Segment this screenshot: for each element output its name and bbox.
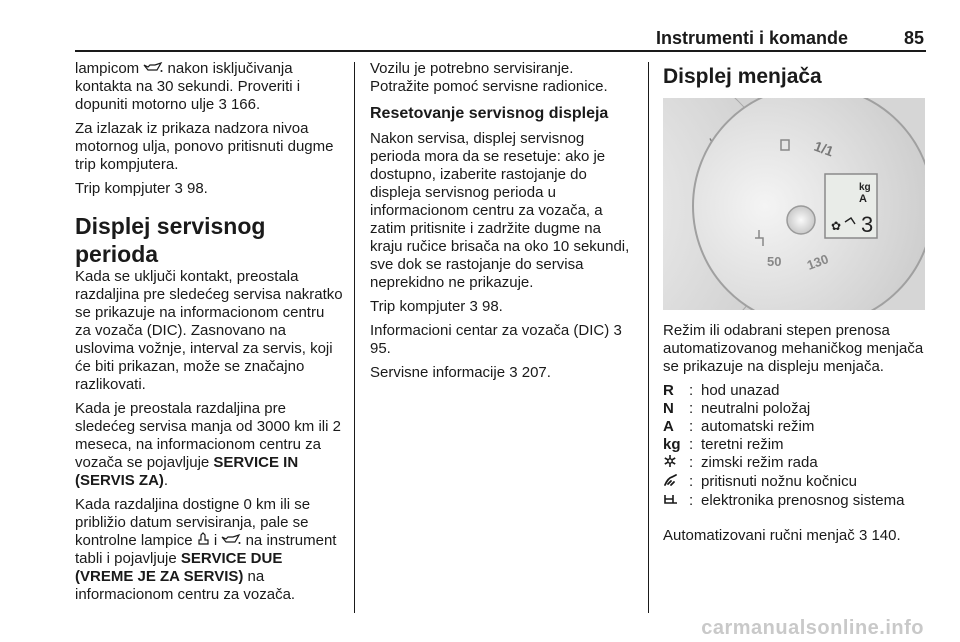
lcd-snowflake-icon: ✿ (831, 219, 842, 233)
page-number: 85 (903, 28, 924, 48)
paragraph-service-in: Kada je preostala razdaljina pre sledećeg servisa manja od 3000 km ili 2 meseca, na informacionom centru za vozača se pojavljuje SERVICE IN (SERVIS ZA). (75, 400, 341, 489)
legend-text: elektronika prenosnog sistema (701, 492, 905, 509)
legend-key: A (663, 418, 674, 435)
fuel-gauge-dial (693, 98, 925, 310)
column-divider-2 (648, 62, 649, 613)
legend-key: kg (663, 436, 681, 453)
gear-legend-table (663, 382, 904, 511)
lcd-gear-digit: 3 (861, 212, 874, 237)
page-header (75, 22, 926, 50)
column-3 (663, 60, 925, 551)
legend-row: : zimski režim rada (663, 454, 904, 473)
service-wrench-icon (197, 532, 210, 545)
foot-brake-icon (663, 473, 679, 487)
legend-row: A : automatski režim (663, 418, 904, 436)
transmission-icon (663, 492, 679, 506)
paragraph-service-due: Kada razdaljina dostigne 0 km ili se približio datum servisiranja, pale se kontrolne lampice i na instrument tabli i pojavljuje SERVICE DUE (VREME JE ZA SERVIS) na informacionom centru za vozača. (75, 496, 337, 603)
paragraph-service-info-ref: Servisne informacije 3 207. (370, 364, 551, 381)
legend-row: N : neutralni položaj (663, 400, 904, 418)
heading-reset-service: Resetovanje servisnog displeja (370, 105, 609, 122)
page-ref-link[interactable]: 95. (370, 340, 391, 357)
fuel-scale-label: 1/1 (811, 137, 836, 160)
ref-arrow: 3 (858, 527, 868, 544)
ref-arrow: 3 (509, 364, 518, 381)
legend-text: pritisnuti nožnu kočnicu (701, 473, 857, 490)
snowflake-icon (663, 454, 677, 468)
page-ref-link[interactable]: 140. (871, 527, 901, 544)
page-title: Instrumenti i komande (655, 28, 848, 48)
temp-scale-label: 130 (804, 251, 831, 273)
page-ref-link[interactable]: 207. (521, 364, 551, 381)
legend-row: R : hod unazad (663, 382, 904, 400)
paragraph-service-intro: Kada se uključi kontakt, preostala razdaljina pre sledećeg servisa nakratko se prikazuje na informacionom centru za vozača (DIC). Zasnovano na uslovima vožnje, interval za servis, koji će biti prikazan, može se značajno razlikovati. (75, 268, 343, 393)
legend-row: : elektronika prenosnog sistema (663, 492, 904, 511)
oil-can-icon (143, 62, 163, 73)
oil-can-icon (221, 534, 241, 545)
legend-text: zimski režim rada (701, 454, 818, 471)
ref-arrow: 3 (174, 180, 183, 197)
paragraph-amt-ref: Automatizovani ručni menjač 3 140. (663, 527, 901, 544)
page-ref-link[interactable]: 166. (230, 96, 261, 113)
heading-service-display: Displej servisnog perioda (75, 213, 266, 267)
paragraph-exit-oil: Za izlazak iz prikaza nadzora nivoa motornog ulja, ponovo pritisnuti dugme trip kompjutera. (75, 120, 334, 173)
legend-row: kg : teretni režim (663, 436, 904, 454)
paragraph-reset-procedure: Nakon servisa, displej servisnog perioda mora da se resetuje: ako je dostupno, izaberite rastojanje do displeja servisnog perioda u informacionom centru za vozača, a zatim pritisnite i zadržite dugme na kraju ručice brisača na oko 10 sekundi, sve dok se rastojanje do servisa neprekidno ne prikazuje. (370, 130, 630, 291)
header-rule (75, 50, 926, 52)
legend-text: automatski režim (701, 418, 815, 435)
legend-row: : pritisnuti nožnu kočnicu (663, 473, 904, 492)
transmission-display-figure (663, 98, 925, 310)
ref-arrow: 3 (613, 322, 622, 339)
column-2 (370, 60, 634, 388)
paragraph-oil-warning: lampicom nakon isključivanja kontakta na 30 sekundi. Proveriti i dopuniti motorno ulje 3 166. (75, 60, 301, 113)
legend-text: hod unazad (701, 382, 780, 399)
gauge-needle-hub (787, 206, 815, 234)
lcd-kg-label: kg (859, 182, 871, 193)
page-ref-link[interactable]: 98. (482, 298, 503, 315)
legend-key: R (663, 382, 674, 399)
lcd-auto-label: A (859, 193, 867, 205)
paragraph-dic-ref: Informacioni centar za vozača (DIC) 3 95. (370, 322, 622, 357)
paragraph-needs-service: Vozilu je potrebno servisiranje. Potražite pomoć servisne radionice. (370, 60, 608, 95)
paragraph-transmission-desc: Režim ili odabrani stepen prenosa automatizovanog mehaničkog menjača se prikazuje na displeju menjača. (663, 322, 924, 375)
heading-transmission-display: Displej menjača (663, 65, 822, 88)
watermark: carmanualsonline.info (701, 617, 924, 639)
legend-text: neutralni položaj (701, 400, 811, 417)
temp-scale-label: 50 (767, 254, 782, 269)
column-1 (75, 60, 343, 610)
paragraph-trip-computer-ref: Trip kompjuter 3 98. (75, 180, 208, 197)
ref-arrow: 3 (218, 96, 227, 113)
paragraph-trip-computer-ref: Trip kompjuter 3 98. (370, 298, 503, 315)
legend-key: N (663, 400, 674, 417)
column-divider-1 (354, 62, 355, 613)
page-ref-link[interactable]: 98. (187, 180, 208, 197)
legend-text: teretni režim (701, 436, 784, 453)
ref-arrow: 3 (469, 298, 478, 315)
